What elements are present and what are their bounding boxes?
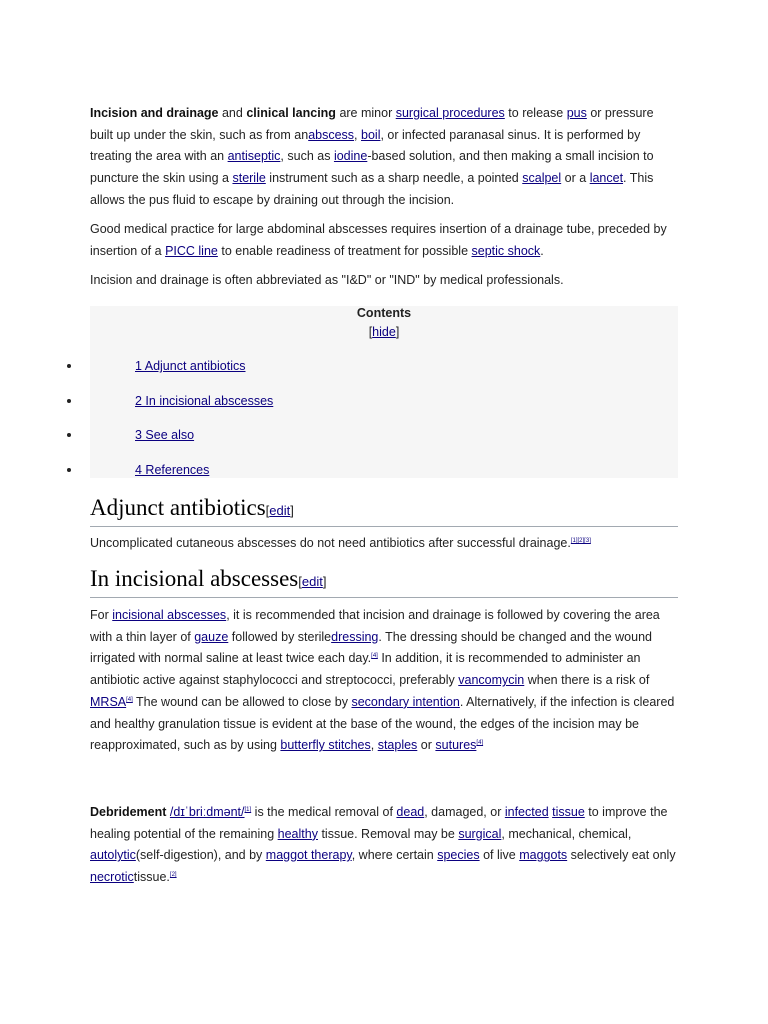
section-title: In incisional abscesses <box>90 566 299 591</box>
link-species[interactable]: species <box>437 848 480 863</box>
link-secondary-intention[interactable]: secondary intention <box>351 694 460 709</box>
toc-item <box>135 359 246 373</box>
link-dead[interactable]: dead <box>396 805 425 819</box>
link-staples[interactable]: staples <box>377 738 418 753</box>
practice-paragraph <box>90 219 678 262</box>
citation-link[interactable]: [1][2][3] <box>570 537 591 544</box>
section-title: Adjunct antibiotics <box>90 495 266 520</box>
toc-hide-control <box>90 325 678 339</box>
debridement-text: of live <box>483 848 516 863</box>
intro-paragraph <box>90 103 678 212</box>
article-lead <box>90 103 678 292</box>
section2-text: followed by sterile <box>231 629 332 644</box>
link-antiseptic[interactable]: antiseptic <box>227 149 281 164</box>
bullet-icon <box>67 468 71 472</box>
debridement-paragraph <box>90 802 678 889</box>
link-surgical[interactable]: surgical <box>458 826 502 841</box>
intro-text: or pressure built up under the skin, such as from an <box>90 106 654 142</box>
section-heading-incisional-abscesses <box>90 565 678 598</box>
section2-text: , it is recommended that incision and drainage is followed by covering the area with a thin layer of <box>90 608 660 644</box>
table-of-contents <box>90 306 678 478</box>
intro-text: . This allows the pus fluid to escape by draining out through the incision. <box>90 171 654 207</box>
citation-link[interactable]: [4] <box>126 696 133 703</box>
bullet-icon <box>67 364 71 368</box>
bullet-icon <box>67 433 71 437</box>
bullet-icon <box>67 399 71 403</box>
section2-body <box>90 605 678 757</box>
link-dressing[interactable]: dressing <box>331 629 379 644</box>
debridement-text: tissue. <box>133 870 170 885</box>
section2-text: or <box>420 738 432 753</box>
section1-paragraph <box>90 533 678 555</box>
toc-item <box>135 463 209 477</box>
section1-text: Uncomplicated cutaneous abscesses do not need antibiotics after successful drainage. <box>90 536 571 550</box>
edit-bracket-close: ] <box>322 574 327 589</box>
link-butterfly-stitches[interactable]: butterfly stitches <box>280 738 371 753</box>
link-picc-line[interactable]: PICC line <box>165 243 218 258</box>
section1-body <box>90 533 678 555</box>
edit-bracket-open: [ <box>298 574 302 589</box>
debridement-text: tissue. Removal may be <box>321 826 455 841</box>
toc-link-references[interactable]: 4 References <box>135 463 210 477</box>
section-heading-adjunct-antibiotics <box>90 494 678 527</box>
term-incision-drainage: Incision and drainage <box>90 106 219 120</box>
debridement-text: is the medical removal of <box>254 805 393 819</box>
link-maggots[interactable]: maggots <box>519 848 568 863</box>
debridement-text: selectively eat only <box>570 848 676 863</box>
abbrev-paragraph: Incision and drainage is often abbreviated as "I&D" or "IND" by medical professionals. <box>90 272 564 287</box>
term-debridement: Debridement <box>90 805 167 819</box>
intro-text: -based solution, and then making a small incision to puncture the skin using a <box>90 149 654 186</box>
citation-link[interactable]: [4] <box>476 740 484 747</box>
link-pronunciation[interactable]: /dɪˈbriːdmənt/ <box>169 805 245 819</box>
link-autolytic[interactable]: autolytic <box>90 848 136 863</box>
intro-text: to release <box>508 106 564 120</box>
section2-paragraph <box>90 605 678 757</box>
debridement-text: , where certain <box>351 848 434 863</box>
intro-text: , <box>354 127 358 142</box>
term-clinical-lancing: clinical lancing <box>246 106 336 120</box>
intro-text: instrument such as a sharp needle, a pointed <box>269 171 519 186</box>
toc-item <box>135 428 194 442</box>
section2-text: . Alternatively, if the infection is cleared and healthy granulation tissue is evident at the base of the wound, the edges of the incision may be reapproximated, such as by using <box>90 694 675 753</box>
citation-link[interactable]: [1] <box>244 806 252 813</box>
link-abscess[interactable]: abscess <box>308 127 355 142</box>
edit-link[interactable]: edit <box>269 503 291 518</box>
practice-text: to enable readiness of treatment for possible <box>221 243 469 258</box>
link-gauze[interactable]: gauze <box>194 629 229 644</box>
citation-link[interactable]: [4] <box>371 653 378 660</box>
link-necrotic[interactable]: necrotic <box>90 870 134 885</box>
toc-item <box>135 394 273 408</box>
section2-text: when there is a risk of <box>527 673 650 688</box>
citation-link[interactable]: [2] <box>169 871 177 878</box>
link-infected[interactable]: infected <box>504 805 549 819</box>
intro-text: and <box>221 106 243 120</box>
debridement-body <box>90 802 678 889</box>
toc-link-see-also[interactable]: 3 See also <box>135 428 195 442</box>
section2-text: For <box>90 608 109 622</box>
toc-bracket-open: [ <box>368 325 373 339</box>
link-vancomycin[interactable]: vancomycin <box>458 673 525 688</box>
toc-link-adjunct-antibiotics[interactable]: 1 Adjunct antibiotics <box>135 359 246 373</box>
link-incisional-abscesses[interactable]: incisional abscesses <box>112 608 227 622</box>
practice-text: . <box>540 243 544 258</box>
edit-bracket-open: [ <box>265 503 270 518</box>
toc-bracket-close: ] <box>395 325 400 339</box>
intro-text: are minor <box>339 106 393 120</box>
link-pus[interactable]: pus <box>566 106 587 120</box>
link-surgical-procedures[interactable]: surgical procedures <box>395 106 505 120</box>
debridement-text: (self-digestion), and by <box>135 848 263 863</box>
link-lancet[interactable]: lancet <box>589 171 624 186</box>
toc-title: Contents <box>356 306 412 320</box>
link-septic-shock[interactable]: septic shock <box>471 243 541 258</box>
edit-section-control <box>266 503 294 518</box>
section2-text: . The dressing should be changed and the wound irrigated with normal saline at least twice each day. <box>90 629 652 666</box>
edit-bracket-close: ] <box>290 503 294 518</box>
practice-text: Good medical practice for large abdominal abscesses requires insertion of a drainage tube, preceded by insertion of a <box>90 222 667 258</box>
debridement-text: to improve the healing potential of the remaining <box>90 805 668 841</box>
link-healthy[interactable]: healthy <box>277 826 318 841</box>
intro-text: , such as <box>280 149 331 164</box>
section2-text: , <box>370 738 375 753</box>
debridement-text: , mechanical, chemical, <box>501 826 632 841</box>
edit-link[interactable]: edit <box>301 574 323 589</box>
link-boil[interactable]: boil <box>361 127 381 142</box>
link-mrsa[interactable]: MRSA <box>90 694 127 709</box>
link-maggot-therapy[interactable]: maggot therapy <box>265 848 352 863</box>
link-scalpel[interactable]: scalpel <box>522 171 562 186</box>
debridement-text: , damaged, or <box>424 805 502 819</box>
link-sterile[interactable]: sterile <box>232 171 266 186</box>
section2-text: The wound can be allowed to close by <box>136 694 348 709</box>
intro-text: , or infected paranasal sinus. It is performed by treating the area with an <box>90 127 641 164</box>
intro-text: or a <box>564 171 587 186</box>
link-sutures[interactable]: sutures <box>435 738 477 753</box>
toc-hide-link[interactable]: hide <box>372 325 396 339</box>
link-iodine[interactable]: iodine <box>333 149 368 164</box>
toc-link-incisional-abscesses[interactable]: 2 In incisional abscesses <box>135 394 274 408</box>
link-tissue[interactable]: tissue <box>552 805 585 819</box>
edit-section-control <box>298 574 326 589</box>
section2-text: In addition, it is recommended to administer an antibiotic active against staphylococci and streptococci, preferably <box>90 651 641 688</box>
